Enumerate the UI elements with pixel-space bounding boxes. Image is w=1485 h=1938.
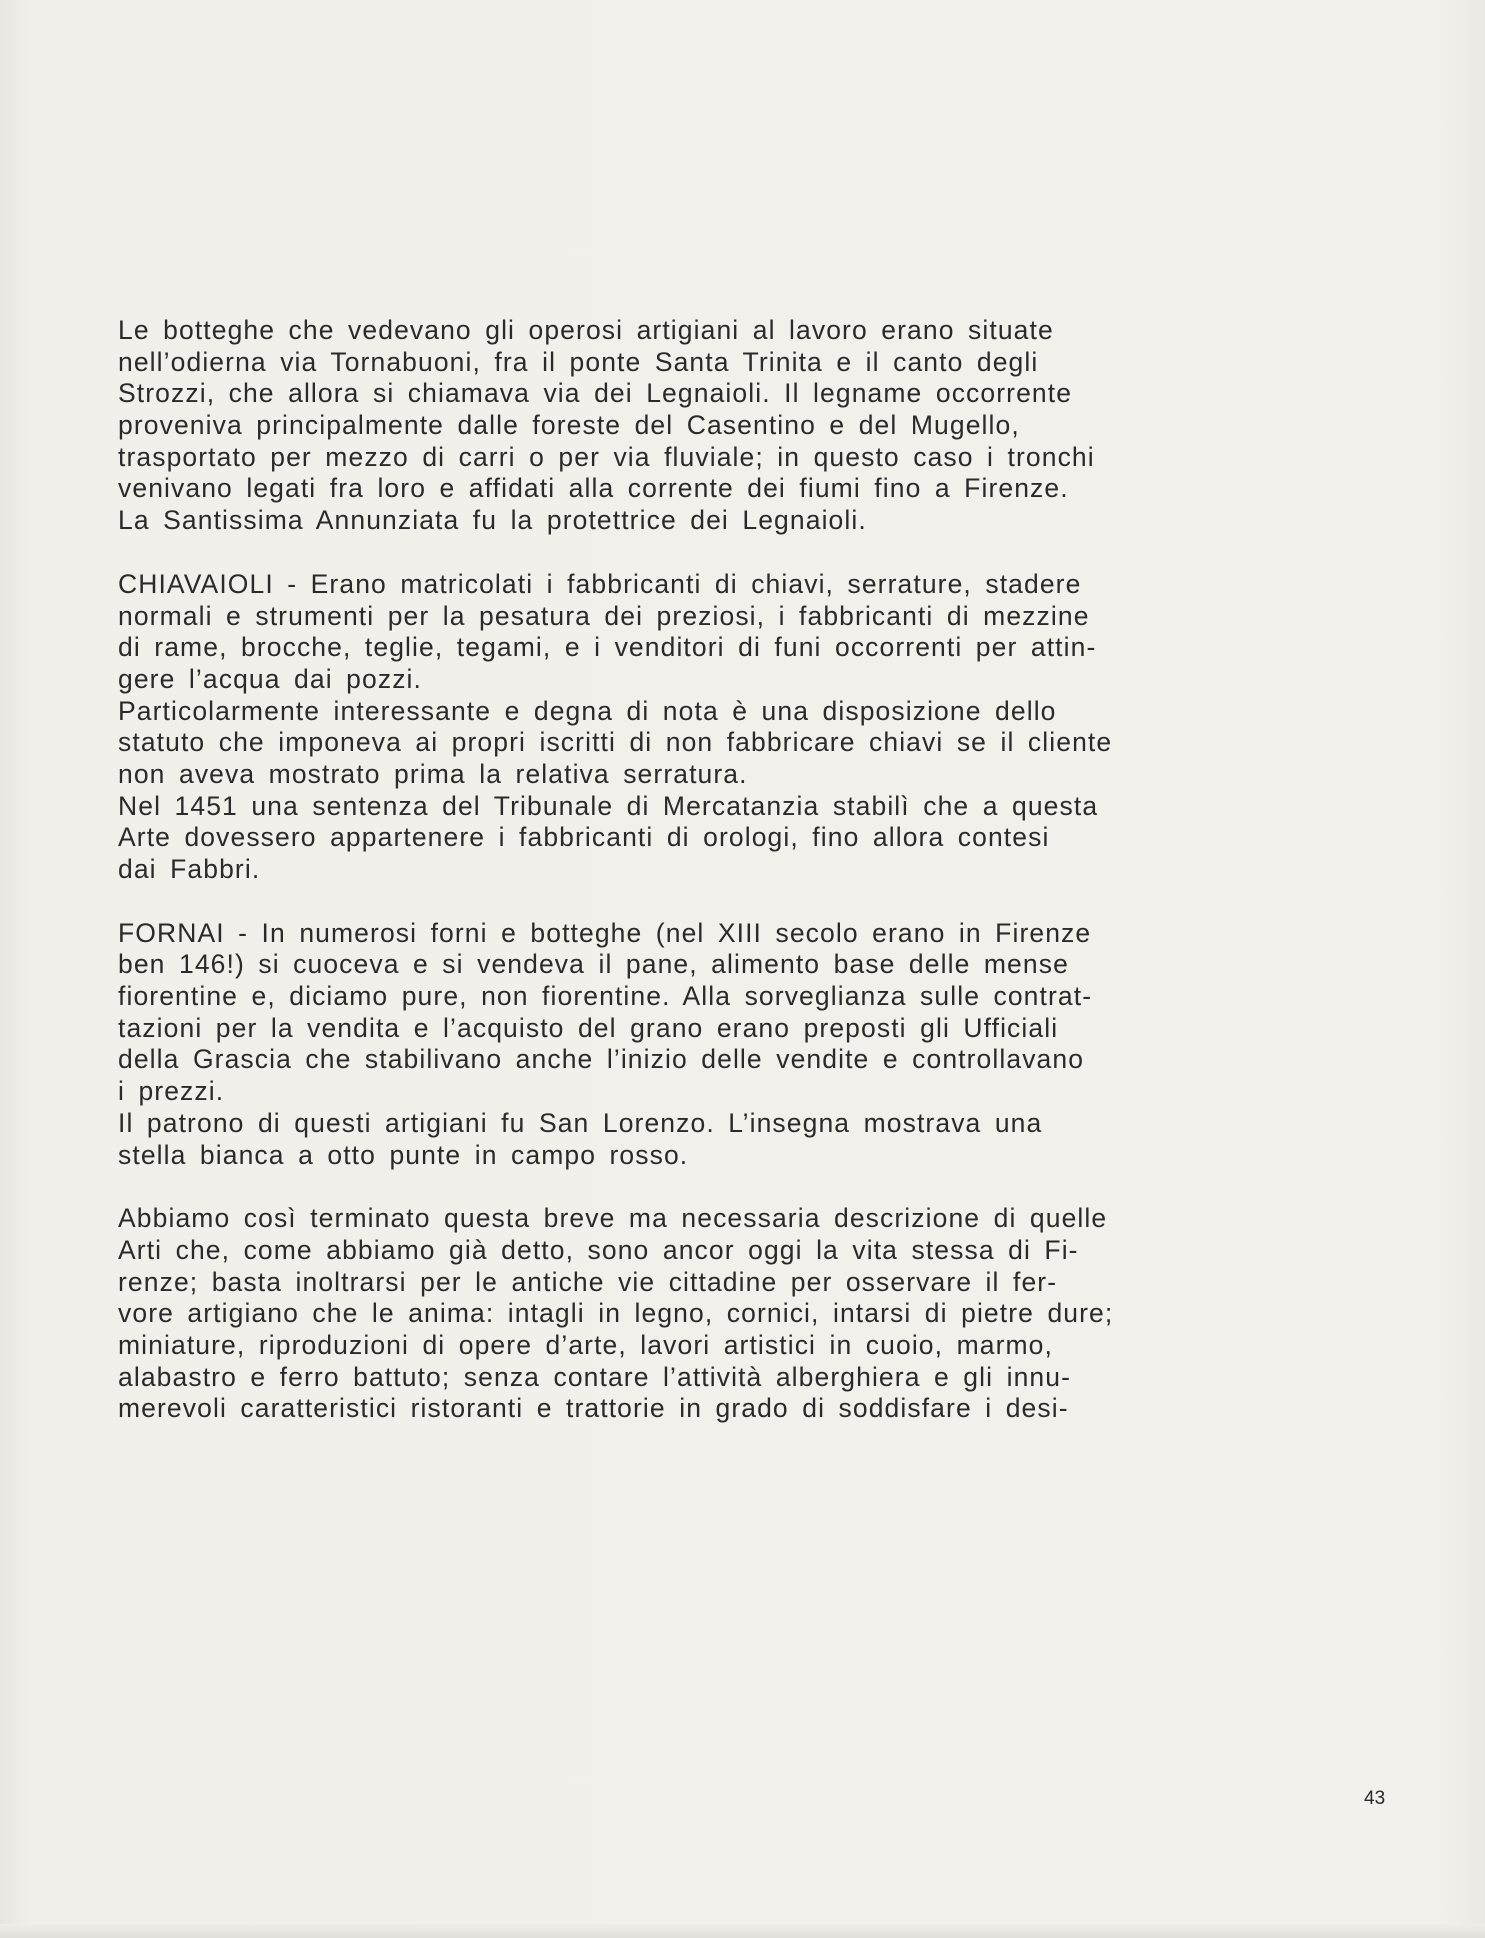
body-text (118, 315, 1118, 1425)
paragraph-spacer (118, 537, 1118, 569)
text-line: statuto che imponeva ai propri iscritti di non fabbricare chiavi se il cliente (118, 727, 1113, 758)
text-line: miniature, riproduzioni di opere d’arte, lavori artistici in cuoio, marmo, (118, 1329, 1053, 1360)
page-bottom-edge (0, 1924, 1485, 1938)
text-line: merevoli caratteristici ristoranti e trattorie in grado di soddisfare i desi- (118, 1393, 1069, 1424)
text-line: Abbiamo così terminato questa breve ma necessaria descrizione di quelle (118, 1203, 1108, 1234)
text-line: Particolarmente interessante e degna di nota è una disposizione dello (118, 695, 1057, 726)
text-line: gere l’acqua dai pozzi. (118, 663, 422, 694)
paragraph-legnaioli (118, 315, 1118, 537)
text-line: i prezzi. (118, 1076, 225, 1107)
paragraph-spacer (118, 886, 1118, 918)
text-line: CHIAVAIOLI - Erano matricolati i fabbricanti di chiavi, serrature, stadere (118, 568, 1082, 599)
text-line: FORNAI - In numerosi forni e botteghe (nel XIII secolo erano in Firenze (118, 917, 1092, 948)
text-line: vore artigiano che le anima: intagli in legno, cornici, intarsi di pietre dure; (118, 1298, 1114, 1329)
text-line: dai Fabbri. (118, 854, 261, 884)
text-line: ben 146!) si cuoceva e si vendeva il pane, alimento base delle mense (118, 949, 1069, 980)
text-line: Il patrono di questi artigiani fu San Lorenzo. L’insegna mostrava una (118, 1107, 1043, 1138)
text-line: Arte dovessero appartenere i fabbricanti di orologi, fino allora contesi (118, 822, 1050, 853)
text-line: stella bianca a otto punte in campo rosso. (118, 1139, 689, 1170)
text-line: alabastro e ferro battuto; senza contare l’attività alberghiera e gli innu- (118, 1361, 1072, 1392)
text-line: di rame, brocche, teglie, tegami, e i venditori di funi occorrenti per attin- (118, 632, 1097, 663)
text-line: trasportato per mezzo di carri o per via fluviale; in questo caso i tronchi (118, 441, 1095, 472)
text-line: Arti che, come abbiamo già detto, sono ancor oggi la vita stessa di Fi- (118, 1234, 1079, 1265)
text-line: renze; basta inoltrarsi per le antiche vie cittadine per osservare il fer- (118, 1266, 1058, 1297)
text-line: Nel 1451 una sentenza del Tribunale di Mercatanzia stabilì che a questa (118, 790, 1099, 821)
text-line: La Santissima Annunziata fu la protettrice dei Legnaioli. (118, 505, 867, 536)
page-number: 43 (1364, 1788, 1386, 1809)
text-line: venivano legati fra loro e affidati alla corrente dei fiumi fino a Firenze. (118, 473, 1069, 504)
text-line: nell’odierna via Tornabuoni, fra il ponte Santa Trinita e il canto degli (118, 346, 1039, 377)
text-line: della Grascia che stabilivano anche l’inizio delle vendite e controllavano (118, 1044, 1085, 1075)
text-line: proveniva principalmente dalle foreste del Casentino e del Mugello, (118, 410, 1020, 441)
text-line: fiorentine e, diciamo pure, non fiorentine. Alla sorveglianza sulle contrat- (118, 981, 1093, 1012)
paragraph-conclusion (118, 1203, 1118, 1425)
text-line: normali e strumenti per la pesatura dei preziosi, i fabbricanti di mezzine (118, 600, 1090, 631)
paragraph-spacer (118, 1171, 1118, 1203)
paragraph-chiavaioli (118, 569, 1118, 886)
text-line: Le botteghe che vedevano gli operosi artigiani al lavoro erano situate (118, 315, 1054, 345)
text-line: non aveva mostrato prima la relativa serratura. (118, 758, 748, 789)
paragraph-fornai (118, 918, 1118, 1172)
text-line: tazioni per la vendita e l’acquisto del grano erano preposti gli Ufficiali (118, 1012, 1059, 1043)
text-line: Strozzi, che allora si chiamava via dei Legnaioli. Il legname occorrente (118, 378, 1073, 409)
